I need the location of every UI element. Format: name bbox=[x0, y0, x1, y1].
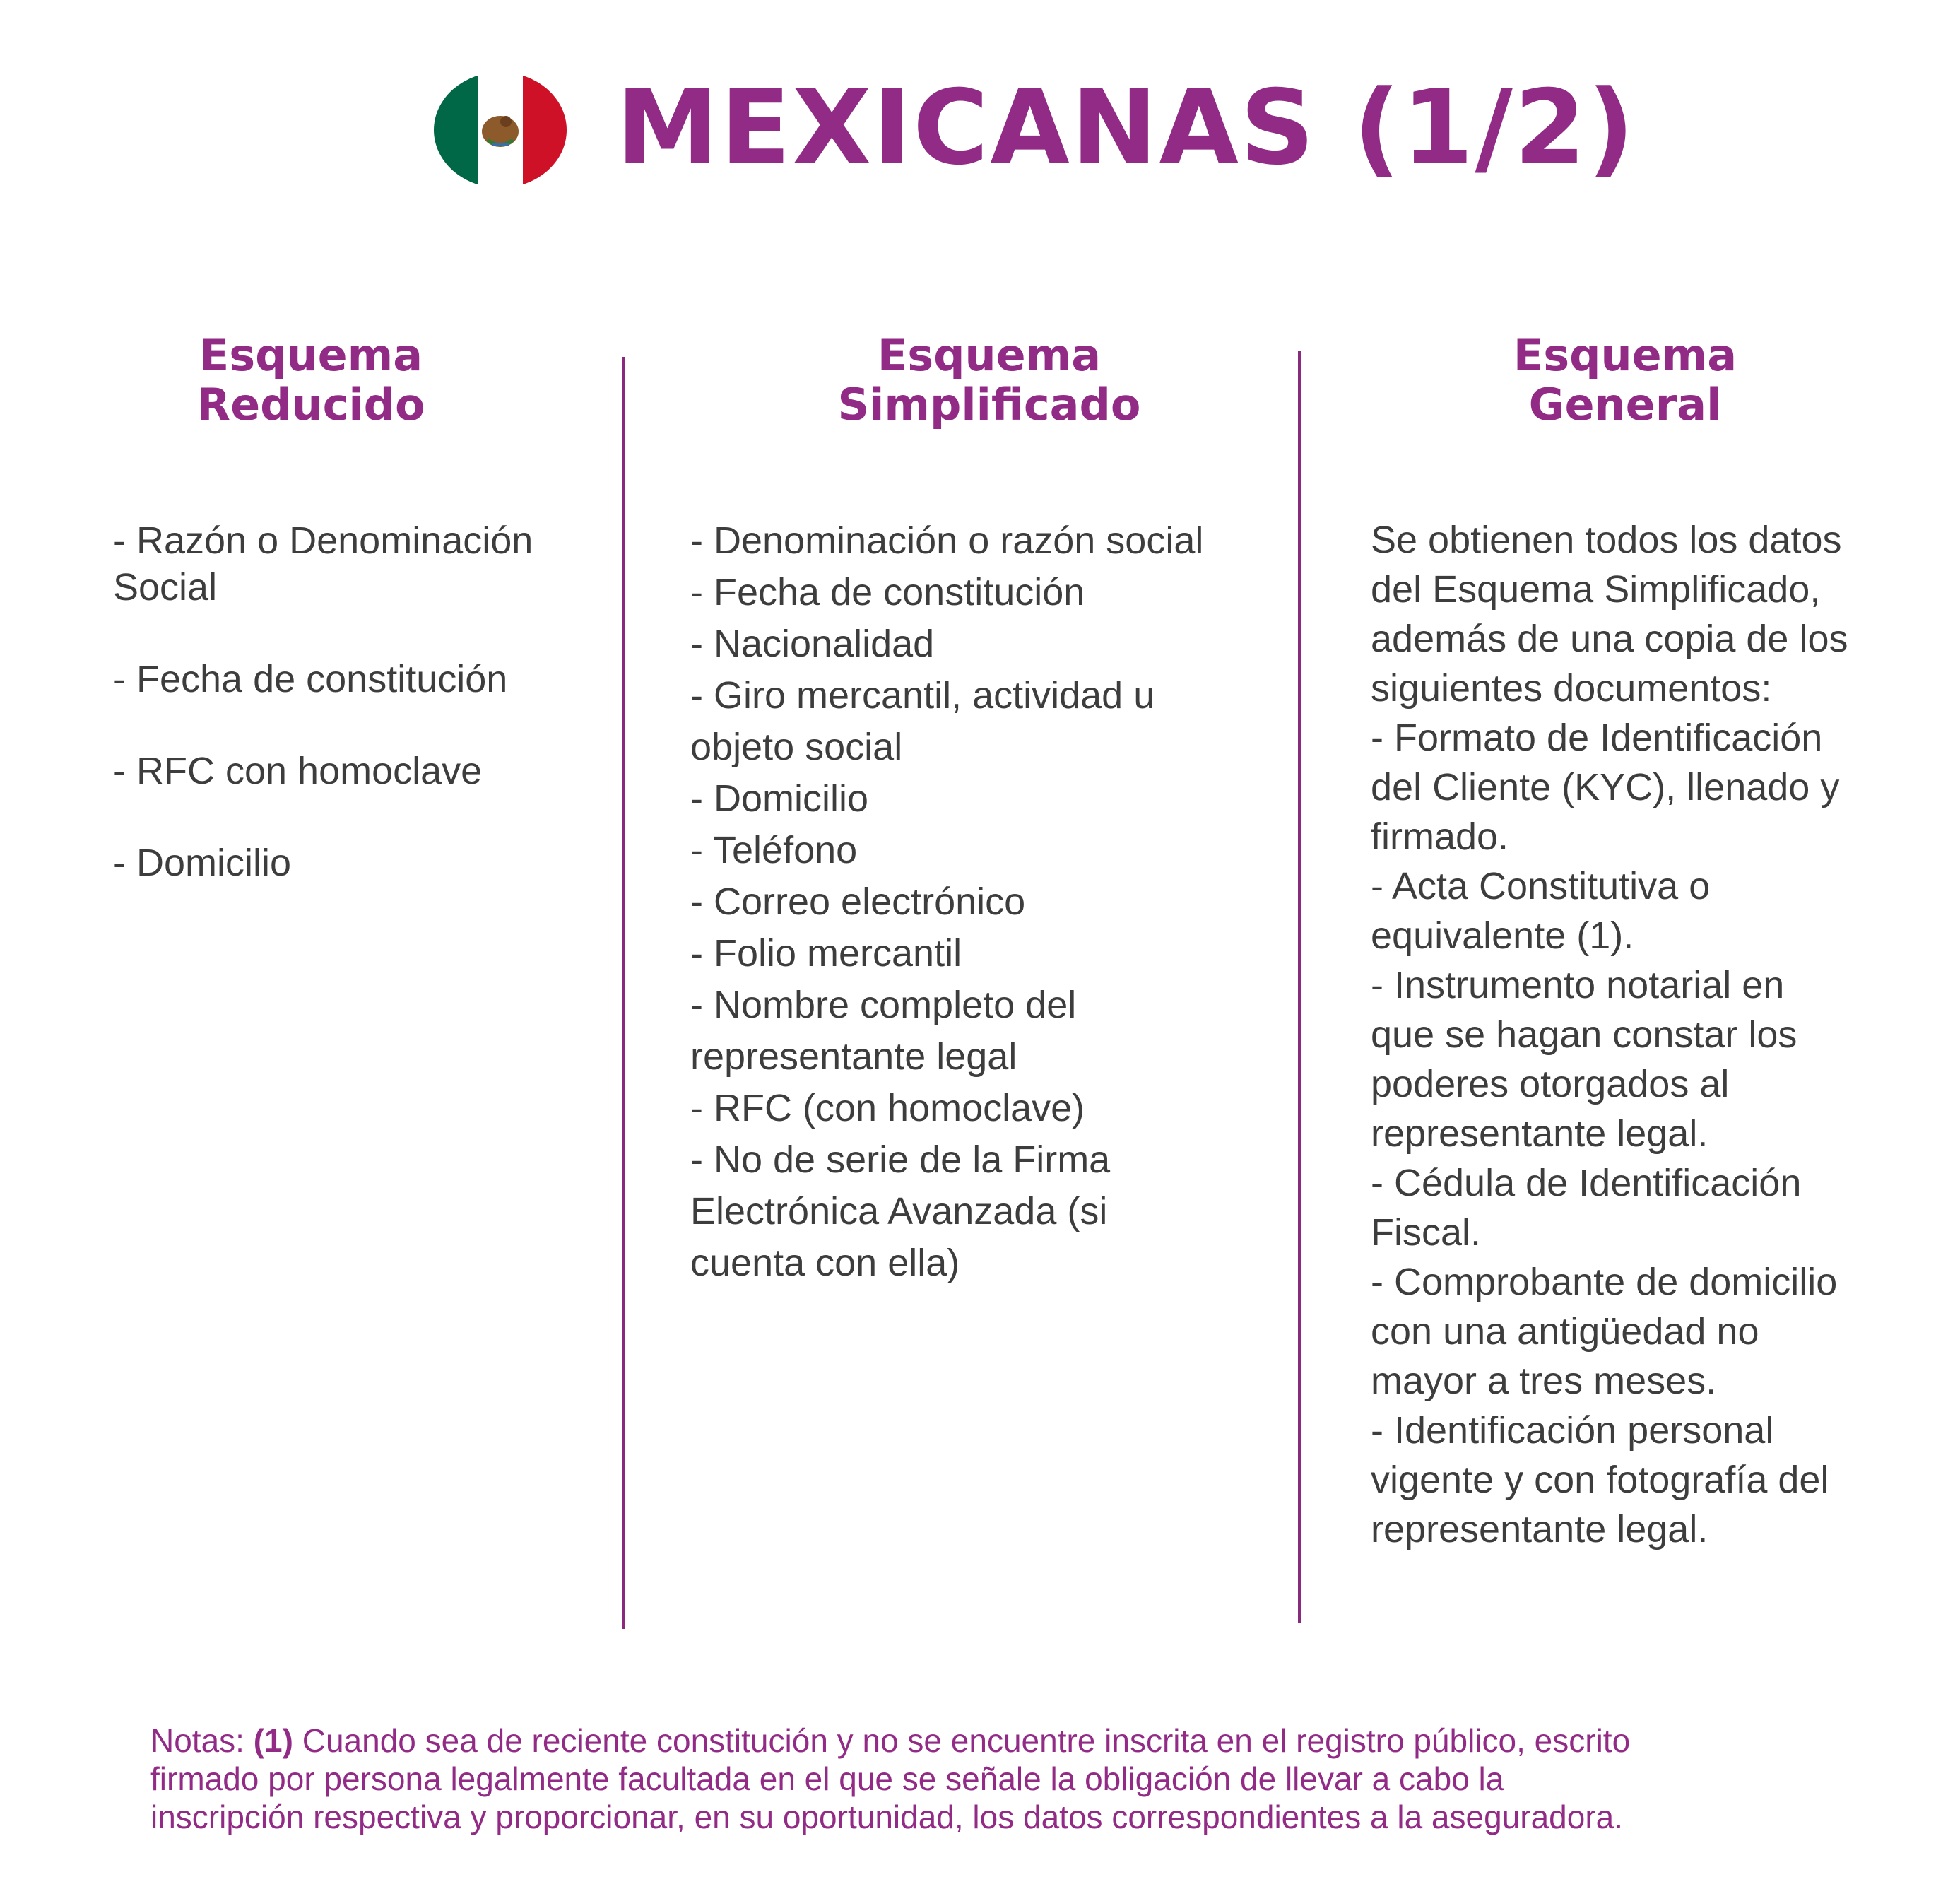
list-general bbox=[1371, 515, 1848, 1554]
list-item: - Folio mercantil bbox=[690, 932, 962, 975]
mexico-flag-icon bbox=[432, 71, 568, 189]
list-item: - Fecha de constitución bbox=[690, 571, 1085, 613]
list-item: del Cliente (KYC), llenado y bbox=[1371, 766, 1840, 808]
list-item: - Domicilio bbox=[690, 777, 869, 820]
list-item: - Domicilio bbox=[113, 842, 292, 884]
list-item: con una antigüedad no bbox=[1371, 1310, 1759, 1353]
column-title-reducido bbox=[134, 331, 488, 430]
list-item: - RFC (con homoclave) bbox=[690, 1087, 1085, 1129]
list-item: - Razón o Denominación bbox=[113, 519, 533, 562]
list-item: - Giro mercantil, actividad u bbox=[690, 674, 1155, 717]
column-title-line: Esquema bbox=[877, 329, 1102, 381]
list-item: - Correo electrónico bbox=[690, 881, 1026, 923]
list-item: representante legal. bbox=[1371, 1112, 1708, 1155]
footnote-text: Cuando sea de reciente constitución y no se encuentre inscrita en el registro público, escrito bbox=[293, 1722, 1631, 1759]
list-item: Se obtienen todos los datos bbox=[1371, 519, 1842, 561]
list-item: que se hagan constar los bbox=[1371, 1013, 1797, 1056]
list-simplificado bbox=[690, 515, 1203, 1289]
list-item: representante legal. bbox=[1371, 1508, 1708, 1550]
list-item: - Formato de Identificación bbox=[1371, 717, 1823, 759]
column-divider bbox=[622, 357, 625, 1629]
list-item: objeto social bbox=[690, 726, 903, 768]
list-item: - Nombre completo del bbox=[690, 984, 1077, 1026]
column-title-general bbox=[1448, 331, 1802, 430]
list-item: Social bbox=[113, 566, 218, 608]
column-title-line: Esquema bbox=[199, 329, 423, 381]
list-item: - Nacionalidad bbox=[690, 623, 935, 665]
list-item: cuenta con ella) bbox=[690, 1242, 960, 1284]
list-item: - Cédula de Identificación bbox=[1371, 1162, 1802, 1204]
column-divider bbox=[1298, 351, 1301, 1623]
list-item: Electrónica Avanzada (si bbox=[690, 1190, 1108, 1232]
column-title-line: General bbox=[1528, 379, 1722, 430]
list-item: - Denominación o razón social bbox=[690, 519, 1204, 562]
list-item: siguientes documentos: bbox=[1371, 667, 1772, 710]
column-title-line: Reducido bbox=[196, 379, 425, 430]
list-item: firmado. bbox=[1371, 816, 1509, 858]
list-item: - RFC con homoclave bbox=[113, 750, 483, 792]
column-title-line: Esquema bbox=[1513, 329, 1737, 381]
list-item: equivalente (1). bbox=[1371, 914, 1634, 957]
page-title: MEXICANAS (1/2) bbox=[616, 68, 1636, 188]
column-title-simplificado bbox=[791, 331, 1187, 430]
list-item: - Fecha de constitución bbox=[113, 658, 508, 700]
list-item: representante legal bbox=[690, 1035, 1017, 1078]
list-item: - Identificación personal bbox=[1371, 1409, 1774, 1452]
list-item: mayor a tres meses. bbox=[1371, 1360, 1717, 1402]
list-item: vigente y con fotografía del bbox=[1371, 1459, 1829, 1501]
list-item: poderes otorgados al bbox=[1371, 1063, 1730, 1105]
footnote-line: inscripción respectiva y proporcionar, en su oportunidad, los datos correspondientes a la aseguradora. bbox=[150, 1799, 1624, 1835]
list-item: del Esquema Simplificado, bbox=[1371, 568, 1821, 611]
list-item: - No de serie de la Firma bbox=[690, 1138, 1111, 1181]
footnote-prefix: Notas: bbox=[150, 1722, 254, 1759]
footnote bbox=[150, 1722, 1846, 1836]
footnote-line: firmado por persona legalmente facultada en el que se señale la obligación de llevar a cabo la bbox=[150, 1760, 1504, 1797]
footnote-line bbox=[150, 1722, 1846, 1760]
list-item: además de una copia de los bbox=[1371, 618, 1848, 660]
column-title-line: Simplificado bbox=[837, 379, 1141, 430]
list-item: - Instrumento notarial en bbox=[1371, 964, 1785, 1006]
header bbox=[0, 65, 1960, 199]
list-item: - Comprobante de domicilio bbox=[1371, 1261, 1838, 1303]
list-item: Fiscal. bbox=[1371, 1211, 1482, 1254]
footnote-marker: (1) bbox=[253, 1722, 293, 1759]
list-item: - Teléfono bbox=[690, 829, 858, 871]
list-item: - Acta Constitutiva o bbox=[1371, 865, 1711, 907]
list-reducido bbox=[113, 517, 533, 931]
